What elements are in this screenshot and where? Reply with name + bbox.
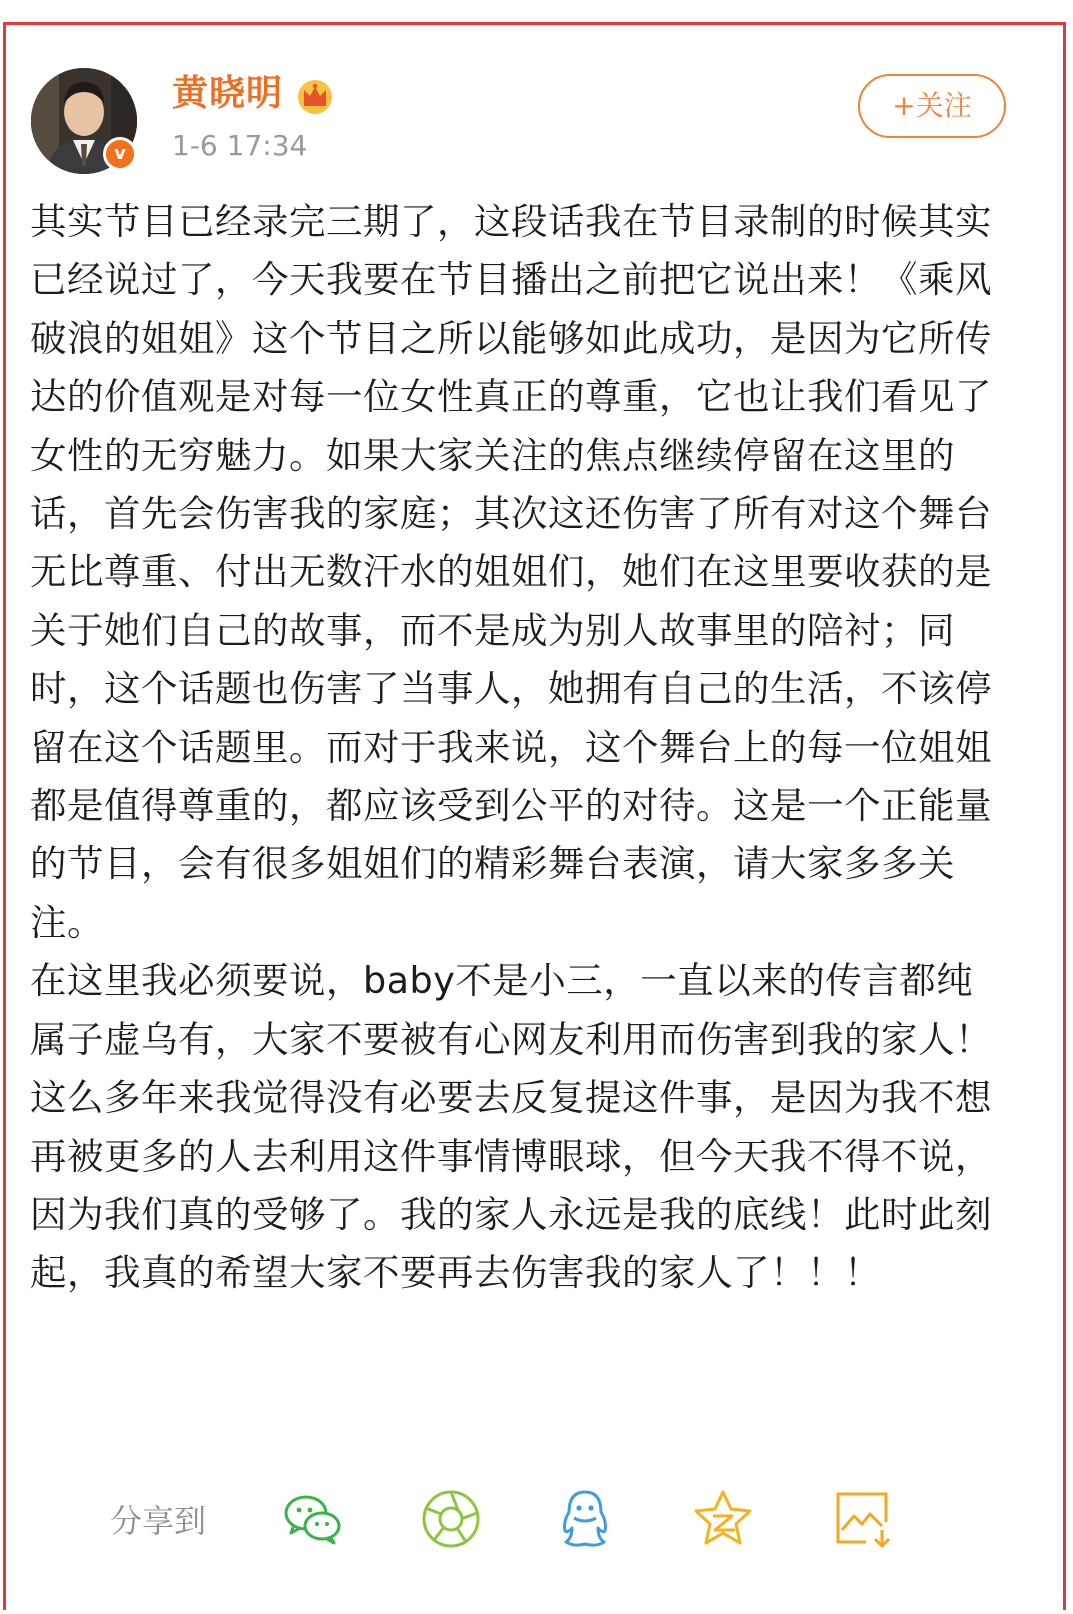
qzone-icon[interactable] bbox=[690, 1486, 756, 1552]
post-paragraph: 在这里我必须要说，baby不是小三，一直以来的传言都纯属子虚乌有，大家不要被有心网友利用而伤害到我的家人！这么多年来我觉得没有必要去反复提这件事，是因为我不想再被更多的人去利用这件事情博眼球，但今天我不得不说，因为我们真的受够了。我的家人永远是我的底线！此时此刻起，我真的希望大家不要再去伤害我的家人了！！！ bbox=[30, 959, 992, 1295]
post-body bbox=[30, 193, 1005, 1303]
post-paragraph: 其实节目已经录完三期了，这段话我在节目录制的时候其实已经说过了，今天我要在节目播出之前把它说出来！《乘风破浪的姐姐》这个节目之所以能够如此成功，是因为它所传达的价值观是对每一位女性真正的尊重，它也让我们看见了女性的无穷魅力。如果大家关注的焦点继续停留在这里的话，首先会伤害我的家庭；其次这还伤害了所有对这个舞台无比尊重、付出无数汗水的姐姐们，她们在这里要收获的是关于她们自己的故事，而不是成为别人故事里的陪衬；同时，这个话题也伤害了当事人，她拥有自己的生活，不该停留在这个话题里。而对于我来说，这个舞台上的每一位姐姐都是值得尊重的，都应该受到公平的对待。这是一个正能量的节目，会有很多姐姐们的精彩舞台表演，请大家多多关注。 bbox=[30, 200, 992, 944]
save-image-icon[interactable] bbox=[830, 1486, 896, 1552]
moments-icon[interactable] bbox=[418, 1486, 484, 1552]
post-author[interactable]: 黄晓明 bbox=[172, 73, 284, 114]
verified-badge-icon: v bbox=[103, 137, 137, 171]
follow-button[interactable]: +关注 bbox=[858, 74, 1006, 138]
share-bar bbox=[0, 1486, 1073, 1556]
qq-icon[interactable] bbox=[552, 1486, 618, 1552]
post-timestamp: 1-6 17:34 bbox=[172, 129, 308, 162]
crown-icon bbox=[295, 76, 335, 116]
share-label: 分享到 bbox=[110, 1502, 207, 1540]
wechat-icon[interactable] bbox=[280, 1486, 346, 1552]
